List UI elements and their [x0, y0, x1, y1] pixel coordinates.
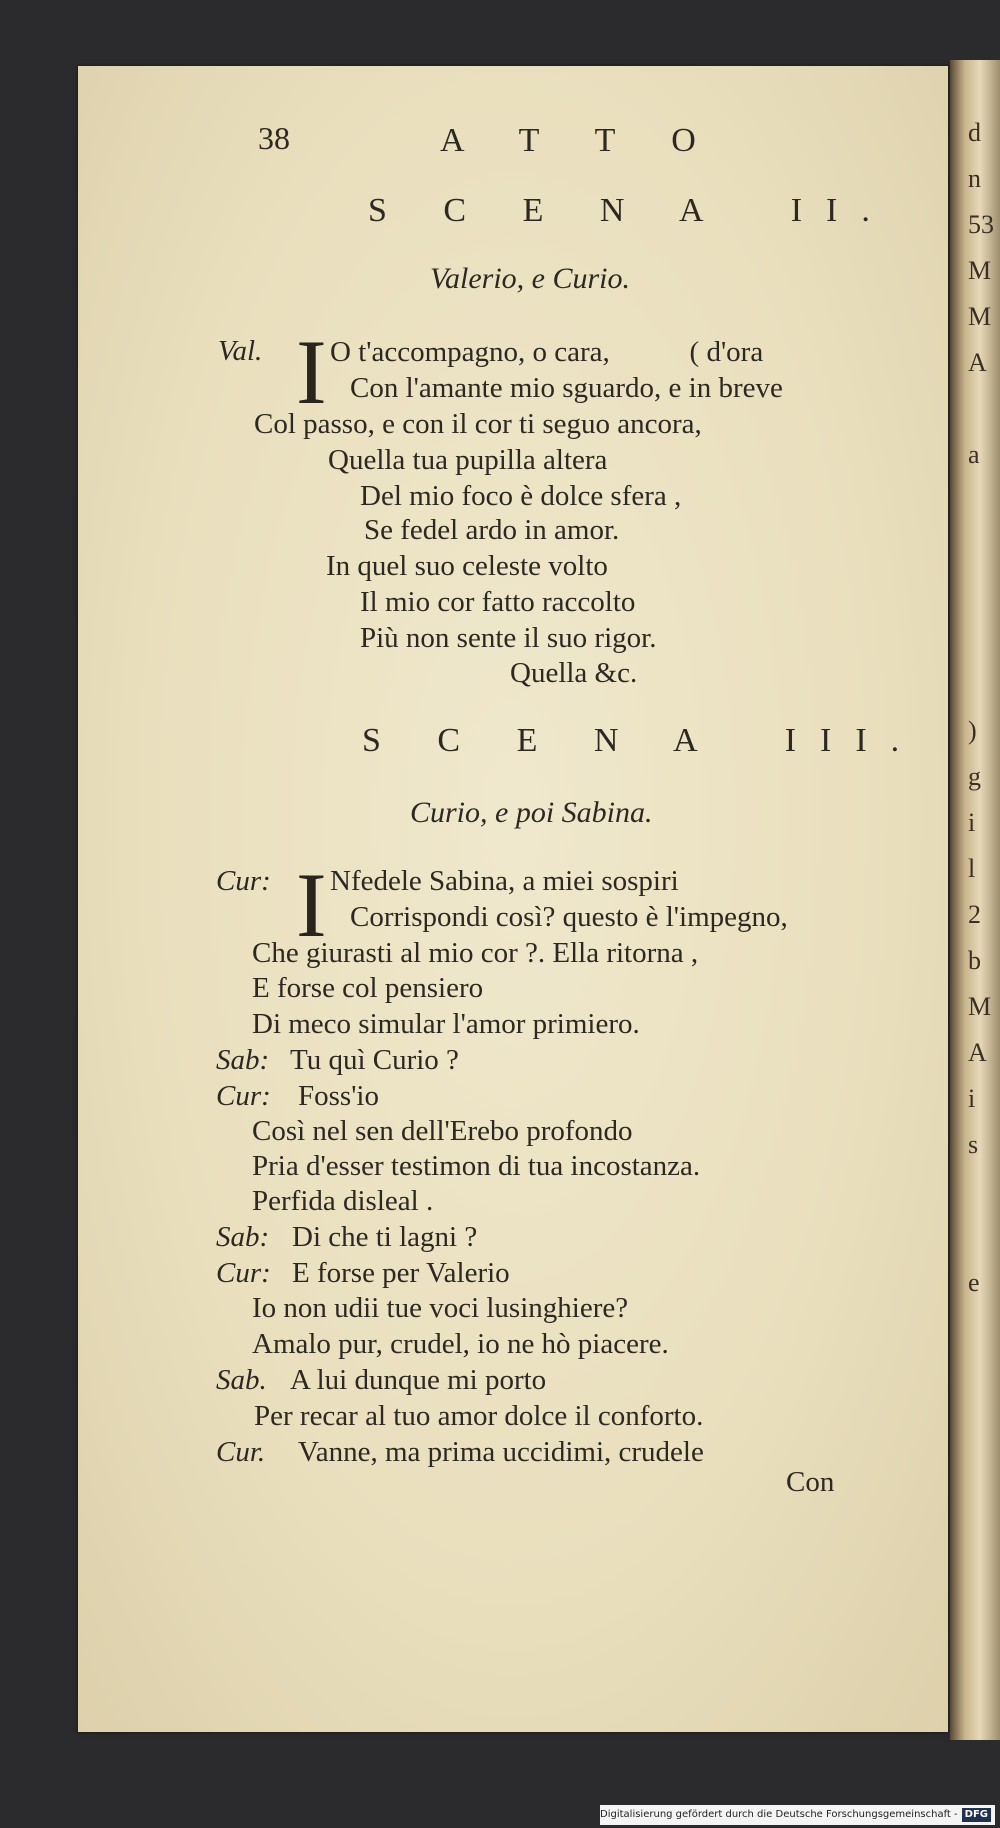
verse-line: Amalo pur, crudel, io ne hò piacere. — [252, 1328, 669, 1360]
verse-line: Di che ti lagni ? — [292, 1221, 478, 1253]
verse-line: Io non udii tue voci lusinghiere? — [252, 1292, 629, 1324]
verse-line: Tu quì Curio ? — [290, 1044, 459, 1076]
catchword: Con — [786, 1466, 835, 1498]
credit-text: Digitalisierung gefördert durch die Deutsche Forschungsgemeinschaft - — [600, 1809, 958, 1820]
verse-line: Col passo, e con il cor ti seguo ancora, — [254, 408, 702, 440]
scene-heading: S C E N A II. — [368, 192, 894, 229]
speaker-label: Cur: — [216, 1257, 271, 1289]
verse-line: Che giurasti al mio cor ?. Ella ritorna , — [252, 937, 699, 969]
verse-line: Più non sente il suo rigor. — [360, 622, 657, 654]
speaker-label: Sab. — [216, 1364, 267, 1396]
verse-line: Quella tua pupilla altera — [328, 444, 608, 476]
verse-line: Perfida disleal . — [252, 1185, 434, 1217]
verse-line: Del mio foco è dolce sfera , — [360, 480, 682, 512]
running-head: A T T O — [440, 122, 720, 159]
adjacent-page-fragments: d n 53 M M A a ) g i l 2 b M A i s e — [968, 118, 994, 1297]
verse-line: Corrispondi così? questo è l'impegno, — [350, 901, 788, 933]
speaker-label: Cur. — [216, 1436, 266, 1468]
verse-line: Vanne, ma prima uccidimi, crudele — [298, 1436, 704, 1468]
verse-line: Pria d'esser testimon di tua incostanza. — [252, 1150, 701, 1182]
verse-line: A lui dunque mi porto — [290, 1364, 547, 1396]
verse-line: O t'accompagno, o cara, ( d'ora — [330, 336, 764, 368]
digitization-credit — [600, 1805, 995, 1825]
verse-line: Nfedele Sabina, a miei sospiri — [330, 865, 679, 897]
verse-line: E forse per Valerio — [292, 1257, 510, 1289]
drop-cap: I — [296, 854, 327, 956]
speaker-label: Val. — [218, 335, 263, 367]
dfg-logo: DFG — [962, 1808, 991, 1822]
verse-line: Con l'amante mio sguardo, e in breve — [350, 372, 783, 404]
drop-cap: I — [296, 321, 327, 423]
verse-line: In quel suo celeste volto — [326, 550, 608, 582]
speaker-label: Cur: — [216, 865, 271, 897]
verse-line: E forse col pensiero — [252, 972, 484, 1004]
speaker-label: Cur: — [216, 1080, 271, 1112]
scene-characters: Curio, e poi Sabina. — [410, 796, 653, 829]
verse-line: Così nel sen dell'Erebo profondo — [252, 1115, 633, 1147]
scene-heading: S C E N A III. — [362, 722, 924, 759]
page-number: 38 — [258, 120, 290, 156]
verse-line: Foss'io — [298, 1080, 379, 1112]
verse-line: Il mio cor fatto raccolto — [360, 586, 636, 618]
speaker-label: Sab: — [216, 1221, 270, 1253]
scene-characters: Valerio, e Curio. — [430, 262, 630, 295]
verse-line: Quella &c. — [510, 657, 638, 689]
verse-line: Di meco simular l'amor primiero. — [252, 1008, 640, 1040]
speaker-label: Sab: — [216, 1044, 270, 1076]
verse-line: Per recar al tuo amor dolce il conforto. — [254, 1400, 704, 1432]
verse-line: Se fedel ardo in amor. — [364, 514, 620, 546]
